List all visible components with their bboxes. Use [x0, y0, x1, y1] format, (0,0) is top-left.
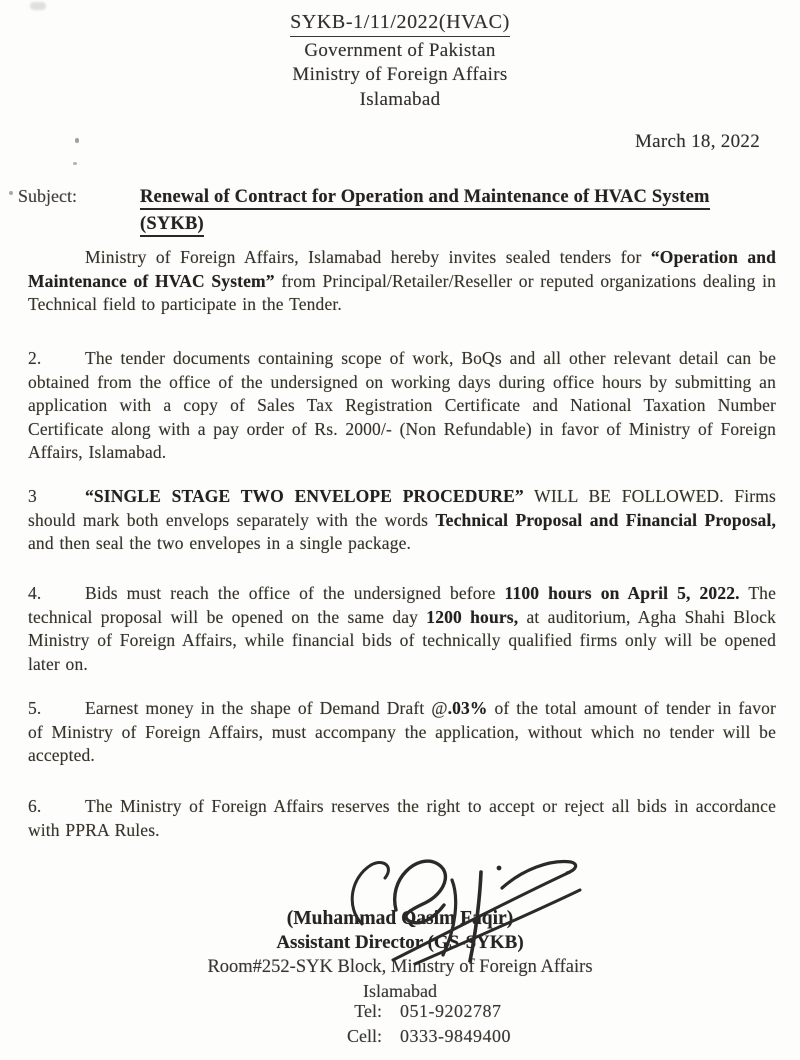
scan-smudge	[30, 2, 46, 10]
bold-text-run: “SINGLE STAGE TWO ENVELOPE PROCEDURE”	[85, 486, 524, 506]
cell-label: Cell:	[347, 1026, 382, 1046]
signatory-name: (Muhammad Qasim Faqir)	[286, 908, 514, 929]
tel-number: 051-9202787	[400, 1001, 502, 1021]
city-line: Islamabad	[359, 88, 441, 110]
text-run: Ministry of Foreign Affairs, Islamabad hereby invites sealed tenders for	[85, 247, 651, 267]
signatory-address: Room#252-SYK Block, Ministry of Foreign Affairs	[207, 957, 593, 977]
paragraph-number: 5.	[28, 698, 42, 718]
text-run: Earnest money in the shape of Demand Draft @	[85, 698, 448, 718]
text-run: and then seal the two envelopes in a single package.	[28, 533, 412, 554]
signatory-city: Islamabad	[363, 981, 437, 1001]
text-run: from Principal/Retailer/Reseller or reputed organizations dealing in Technical field to participate in the Tender.	[28, 270, 776, 315]
signatory-title: Assistant Director (GS-SYKB)	[276, 932, 524, 953]
bold-text-run: Technical Proposal and Financial Proposal,	[435, 509, 776, 530]
text-run: Bids must reach the office of the undersigned before	[85, 583, 505, 603]
paragraph-3	[28, 485, 776, 556]
scan-speck	[75, 138, 79, 143]
bold-text-run: 1200 hours,	[426, 606, 519, 627]
text-run: The technical proposal will be opened on the same day	[28, 583, 776, 627]
cell-number: 0333-9849400	[400, 1026, 511, 1046]
scan-speck	[73, 162, 77, 165]
paragraph-number: 6.	[28, 796, 42, 816]
paragraph-4	[28, 582, 776, 676]
ministry-line: Ministry of Foreign Affairs	[292, 64, 508, 85]
cell-line	[0, 1026, 800, 1047]
handwritten-signature	[330, 834, 590, 966]
paragraph-number: 2.	[28, 348, 42, 368]
tel-label: Tel:	[354, 1001, 382, 1021]
telephone-line	[0, 1001, 800, 1022]
paragraph-5	[28, 697, 776, 768]
subject-text	[140, 184, 760, 238]
bold-text-run: “Operation and Maintenance of HVAC System”	[28, 247, 776, 291]
paragraph-1	[28, 246, 776, 317]
scan-speck	[9, 191, 13, 195]
text-run: The Ministry of Foreign Affairs reserves the right to accept or reject all bids in accordance with PPRA Rules.	[28, 796, 776, 840]
paragraph-2	[28, 347, 776, 465]
text-run: at auditorium, Agha Shahi Block Ministry of Foreign Affairs, while financial bids of technically qualified firms only will be opened later on.	[28, 606, 776, 674]
paragraph-number: 3	[28, 486, 37, 506]
reference-number: SYKB-1/11/2022(HVAC)	[290, 10, 510, 37]
letterhead	[0, 10, 800, 112]
subject-line-2: (SYKB)	[140, 214, 204, 237]
subject-line-1: Renewal of Contract for Operation and Maintenance of HVAC System	[140, 187, 710, 210]
letter-date: March 18, 2022	[634, 131, 760, 152]
bold-text-run: 1100 hours on April 5, 2022.	[504, 583, 740, 603]
subject-label: Subject:	[18, 186, 77, 206]
text-run: The tender documents containing scope of work, BoQs and all other relevant detail can be obtained from the office of the undersigned on working days during office hours by submitting an application with a copy of Sales Tax Registration Certificate and National Taxation Number Certificate along with a pay order of Rs. 2000/- (Non Refundable) in favor of Ministry of Foreign Affairs, Islamabad.	[28, 348, 776, 463]
text-run: of the total amount of tender in favor of Ministry of Foreign Affairs, must accompany the application, without which no tender will be accepted.	[28, 698, 776, 766]
paragraph-number: 4.	[28, 583, 42, 603]
bold-text-run: .03%	[447, 698, 488, 718]
government-line: Government of Pakistan	[304, 39, 496, 61]
text-run: WILL BE FOLLOWED. Firms should mark both envelops separately with the words	[28, 486, 776, 530]
